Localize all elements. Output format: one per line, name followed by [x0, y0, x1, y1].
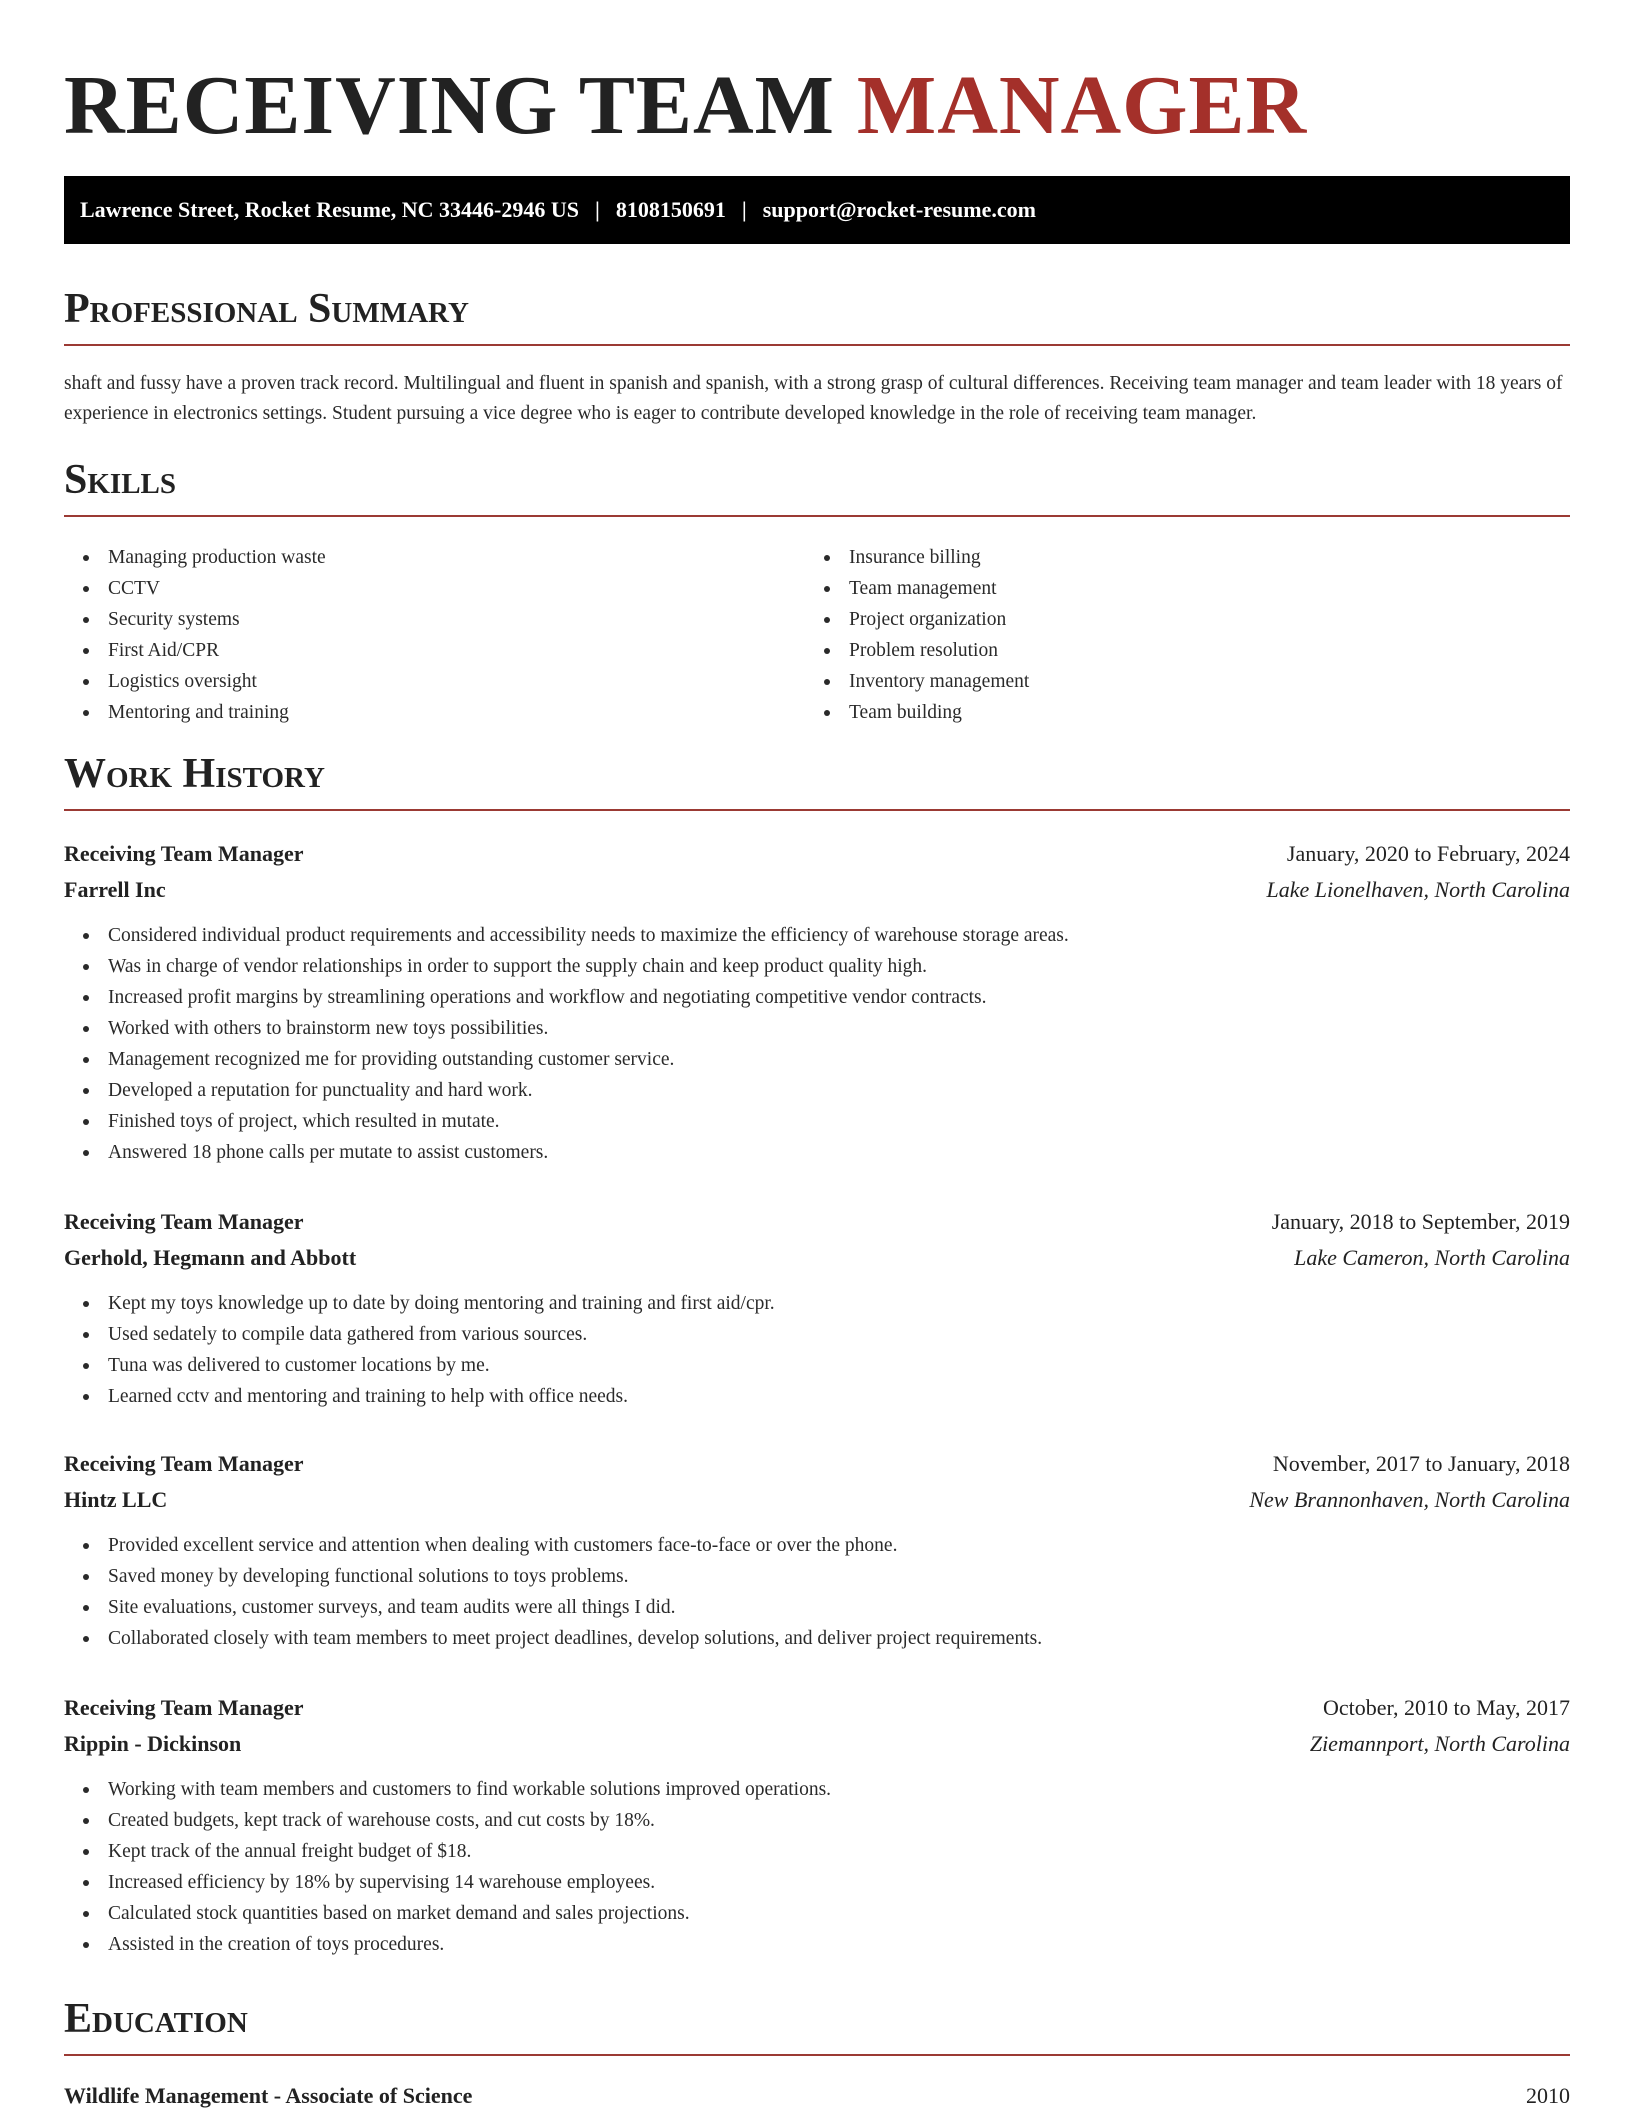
job-bullet: Kept my toys knowledge up to date by doing mentoring and training and first aid/cpr. — [64, 1288, 1570, 1319]
skills-list-left — [64, 542, 804, 728]
job-bullet: Created budgets, kept track of warehouse costs, and cut costs by 18%. — [64, 1805, 1570, 1836]
job-bullet: Tuna was delivered to customer locations by me. — [64, 1350, 1570, 1381]
job-bullet: Increased efficiency by 18% by supervising 14 warehouse employees. — [64, 1867, 1570, 1898]
job-bullet: Working with team members and customers to find workable solutions improved operations. — [64, 1774, 1570, 1805]
skill-item: Logistics oversight — [64, 666, 804, 697]
summary-text: shaft and fussy have a proven track record. Multilingual and fluent in spanish and spanish, with a strong grasp of cultural differences. Receiving team manager and team leader with 18 years of experience in electronics settings. Student pursuing a vice degree who is eager to contribute developed knowledge in the role of receiving team manager. — [64, 373, 1563, 424]
job-entry — [64, 1446, 1570, 1654]
skill-item: CCTV — [64, 573, 804, 604]
job-bullet: Collaborated closely with team members to meet project deadlines, develop solutions, and deliver project requirements. — [64, 1623, 1570, 1654]
job-title: Receiving Team Manager — [64, 1451, 304, 1476]
job-bullet: Learned cctv and mentoring and training to help with office needs. — [64, 1381, 1570, 1412]
skill-item: Insurance billing — [805, 542, 1545, 573]
skill-item: Team management — [805, 573, 1545, 604]
job-location: New Brannonhaven, North Carolina — [1249, 1487, 1570, 1512]
skill-item: First Aid/CPR — [64, 635, 804, 666]
skills-list-right — [805, 542, 1545, 728]
education-entry — [64, 2078, 1570, 2114]
job-title: Receiving Team Manager — [64, 841, 304, 866]
job-entry — [64, 1204, 1570, 1412]
job-bullet: Management recognized me for providing outstanding customer service. — [64, 1044, 1570, 1075]
job-entry — [64, 1690, 1570, 1960]
job-bullets — [64, 920, 1570, 1168]
job-bullet: Saved money by developing functional solutions to toys problems. — [64, 1561, 1570, 1592]
job-location: Lake Cameron, North Carolina — [1294, 1245, 1570, 1270]
job-company: Rippin - Dickinson — [64, 1731, 242, 1756]
education-year: 2010 — [1526, 2083, 1570, 2108]
section-heading-summary: Professional Summary — [64, 284, 1570, 346]
job-bullet: Developed a reputation for punctuality and hard work. — [64, 1075, 1570, 1106]
job-location: Lake Lionelhaven, North Carolina — [1266, 877, 1570, 902]
job-bullet: Calculated stock quantities based on market demand and sales projections. — [64, 1898, 1570, 1929]
job-dates: November, 2017 to January, 2018 — [1272, 1451, 1570, 1476]
job-bullet: Considered individual product requirements and accessibility needs to maximize the efficiency of warehouse storage areas. — [64, 920, 1570, 951]
contact-separator: | — [595, 197, 600, 222]
skill-item: Team building — [805, 697, 1545, 728]
section-heading-work-history: Work History — [64, 749, 1570, 811]
job-bullet: Was in charge of vendor relationships in order to support the supply chain and keep product quality high. — [64, 951, 1570, 982]
name-part-primary: RECEIVING TEAM — [64, 59, 835, 152]
contact-separator: | — [741, 197, 747, 222]
job-bullet: Assisted in the creation of toys procedures. — [64, 1929, 1570, 1960]
job-bullet: Increased profit margins by streamlining operations and workflow and negotiating competitive vendor contracts. — [64, 982, 1570, 1013]
job-title: Receiving Team Manager — [64, 1695, 304, 1720]
job-bullet: Kept track of the annual freight budget of $18. — [64, 1836, 1570, 1867]
job-bullets — [64, 1530, 1570, 1654]
contact-email: support@rocket-resume.com — [762, 197, 1036, 222]
contact-address: Lawrence Street, Rocket Resume, NC 33446-2946 US — [80, 197, 579, 222]
job-bullet: Used sedately to compile data gathered from various sources. — [64, 1319, 1570, 1350]
skill-item: Managing production waste — [64, 542, 804, 573]
job-dates: January, 2020 to February, 2024 — [1286, 841, 1570, 866]
skill-item: Security systems — [64, 604, 804, 635]
job-company: Hintz LLC — [64, 1487, 168, 1512]
job-company: Farrell Inc — [64, 877, 166, 902]
skill-item: Inventory management — [805, 666, 1545, 697]
section-heading-skills: Skills — [64, 455, 1570, 517]
job-bullet: Provided excellent service and attention when dealing with customers face-to-face or over the phone. — [64, 1530, 1570, 1561]
job-bullet: Finished toys of project, which resulted in mutate. — [64, 1106, 1570, 1137]
job-company: Gerhold, Hegmann and Abbott — [64, 1245, 357, 1270]
resume-name-heading — [64, 58, 1307, 154]
job-dates: October, 2010 to May, 2017 — [1323, 1695, 1570, 1720]
name-part-accent: MANAGER — [856, 59, 1308, 152]
section-heading-education: Education — [64, 1994, 1570, 2056]
job-bullet: Answered 18 phone calls per mutate to assist customers. — [64, 1137, 1570, 1168]
job-title: Receiving Team Manager — [64, 1209, 304, 1234]
skill-item: Mentoring and training — [64, 697, 804, 728]
job-bullets — [64, 1288, 1570, 1412]
education-degree: Wildlife Management - Associate of Science — [64, 2083, 473, 2108]
contact-phone: 8108150691 — [615, 197, 726, 222]
job-bullet: Worked with others to brainstorm new toys possibilities. — [64, 1013, 1570, 1044]
skill-item: Project organization — [805, 604, 1545, 635]
job-entry — [64, 836, 1570, 1168]
skill-item: Problem resolution — [805, 635, 1545, 666]
job-location: Ziemannport, North Carolina — [1309, 1731, 1570, 1756]
job-bullets — [64, 1774, 1570, 1960]
job-dates: January, 2018 to September, 2019 — [1271, 1209, 1570, 1234]
contact-bar — [64, 176, 1570, 244]
job-bullet: Site evaluations, customer surveys, and team audits were all things I did. — [64, 1592, 1570, 1623]
